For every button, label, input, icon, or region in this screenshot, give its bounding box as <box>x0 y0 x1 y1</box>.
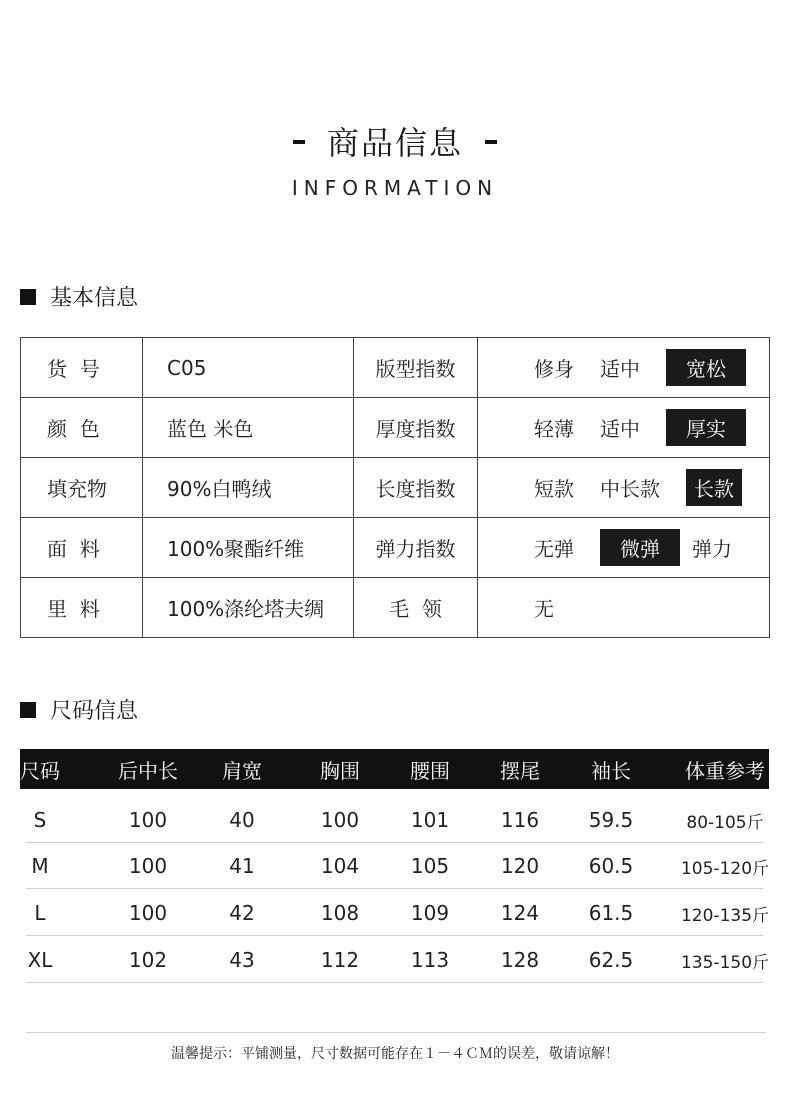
row-divider <box>26 935 763 936</box>
row-divider <box>26 982 763 983</box>
info-label: 货 号 <box>21 338 143 398</box>
size-column-header: 尺码 <box>20 758 60 783</box>
info-row <box>21 338 770 398</box>
size-value: 101 <box>410 808 450 832</box>
index-label: 长度指数 <box>354 458 478 518</box>
size-value: 108 <box>320 901 360 925</box>
option-group <box>478 529 769 566</box>
info-value: 蓝色 米色 <box>143 398 354 458</box>
info-row <box>21 518 770 578</box>
size-value: 135-150斤 <box>680 952 770 973</box>
info-label: 填充物 <box>21 458 143 518</box>
size-value: 104 <box>320 854 360 878</box>
size-value: 105 <box>410 854 450 878</box>
option-selected: 厚实 <box>666 409 746 446</box>
size-value: 116 <box>500 808 540 832</box>
option-group <box>478 469 769 506</box>
size-label: XL <box>27 948 53 972</box>
option: 短款 <box>534 477 574 501</box>
size-value: 60.5 <box>588 854 634 878</box>
index-label: 毛 领 <box>354 578 478 638</box>
size-row <box>20 797 769 843</box>
size-value: 113 <box>410 948 450 972</box>
size-info-heading-text: 尺码信息 <box>50 699 139 724</box>
size-value: 100 <box>128 808 168 832</box>
size-column-header: 胸围 <box>320 758 360 783</box>
option-group <box>478 349 769 386</box>
info-value: 100%聚酯纤维 <box>143 518 354 578</box>
option: 弹力 <box>692 537 732 561</box>
row-divider <box>26 888 763 889</box>
size-value: 124 <box>500 901 540 925</box>
size-value: 59.5 <box>588 808 634 832</box>
info-value: C05 <box>143 338 354 398</box>
option-selected: 宽松 <box>666 349 746 386</box>
info-row <box>21 398 770 458</box>
square-bullet-icon <box>20 702 36 718</box>
size-value: 41 <box>229 854 255 878</box>
option: 无 <box>534 597 554 621</box>
size-value: 120 <box>500 854 540 878</box>
info-row <box>21 458 770 518</box>
info-label: 面 料 <box>21 518 143 578</box>
basic-info-table <box>20 337 770 638</box>
size-value: 61.5 <box>588 901 634 925</box>
info-value: 100%涤纶塔夫绸 <box>143 578 354 638</box>
page-title-row <box>0 118 790 164</box>
index-label: 厚度指数 <box>354 398 478 458</box>
option: 无弹 <box>534 537 574 561</box>
basic-info-heading-text: 基本信息 <box>50 286 139 311</box>
option-group <box>478 593 769 622</box>
size-value: 128 <box>500 948 540 972</box>
index-options <box>478 338 770 398</box>
size-value: 80-105斤 <box>686 812 764 833</box>
size-column-header: 摆尾 <box>500 758 540 783</box>
size-label: L <box>34 901 46 925</box>
size-value: 42 <box>229 901 255 925</box>
size-value: 43 <box>229 948 255 972</box>
size-value: 40 <box>229 808 255 832</box>
size-value: 100 <box>320 808 360 832</box>
size-column-header: 肩宽 <box>222 758 262 783</box>
size-value: 109 <box>410 901 450 925</box>
index-options <box>478 518 770 578</box>
square-bullet-icon <box>20 289 36 305</box>
title-dash-right <box>485 140 497 144</box>
index-label: 弹力指数 <box>354 518 478 578</box>
size-row <box>20 843 769 889</box>
size-value: 100 <box>128 854 168 878</box>
size-value: 100 <box>128 901 168 925</box>
index-options <box>478 458 770 518</box>
index-options <box>478 578 770 638</box>
option: 适中 <box>600 357 640 381</box>
size-row <box>20 890 769 936</box>
size-column-header: 体重参考 <box>685 758 765 783</box>
size-column-header: 袖长 <box>591 758 631 783</box>
option: 修身 <box>534 357 574 381</box>
size-row <box>20 937 769 983</box>
index-label: 版型指数 <box>354 338 478 398</box>
size-value: 102 <box>128 948 168 972</box>
size-label: S <box>33 808 47 832</box>
size-value: 120-135斤 <box>680 905 770 926</box>
size-column-header: 后中长 <box>118 758 178 783</box>
option: 轻薄 <box>534 417 574 441</box>
title-dash-left <box>293 140 305 144</box>
size-value: 105-120斤 <box>680 858 770 879</box>
info-label: 颜 色 <box>21 398 143 458</box>
size-info-heading <box>20 694 138 725</box>
info-label: 里 料 <box>21 578 143 638</box>
option-selected: 微弹 <box>600 529 680 566</box>
index-options <box>478 398 770 458</box>
size-label: M <box>31 854 49 878</box>
option-group <box>478 409 769 446</box>
option: 适中 <box>600 417 640 441</box>
basic-info-heading <box>20 281 138 312</box>
footer-divider <box>26 1032 766 1033</box>
size-value: 112 <box>320 948 360 972</box>
size-column-header: 腰围 <box>410 758 450 783</box>
option-selected: 长款 <box>686 469 742 506</box>
size-table-header <box>20 749 769 789</box>
info-row <box>21 578 770 638</box>
info-value: 90%白鸭绒 <box>143 458 354 518</box>
page-title: 商品信息 <box>326 124 463 162</box>
size-value: 62.5 <box>588 948 634 972</box>
option: 中长款 <box>600 477 660 501</box>
footer-note: 温馨提示：平铺测量，尺寸数据可能存在１－４ＣＭ的误差，敬请谅解！ <box>171 1046 619 1062</box>
page-subtitle: INFORMATION <box>291 176 499 200</box>
